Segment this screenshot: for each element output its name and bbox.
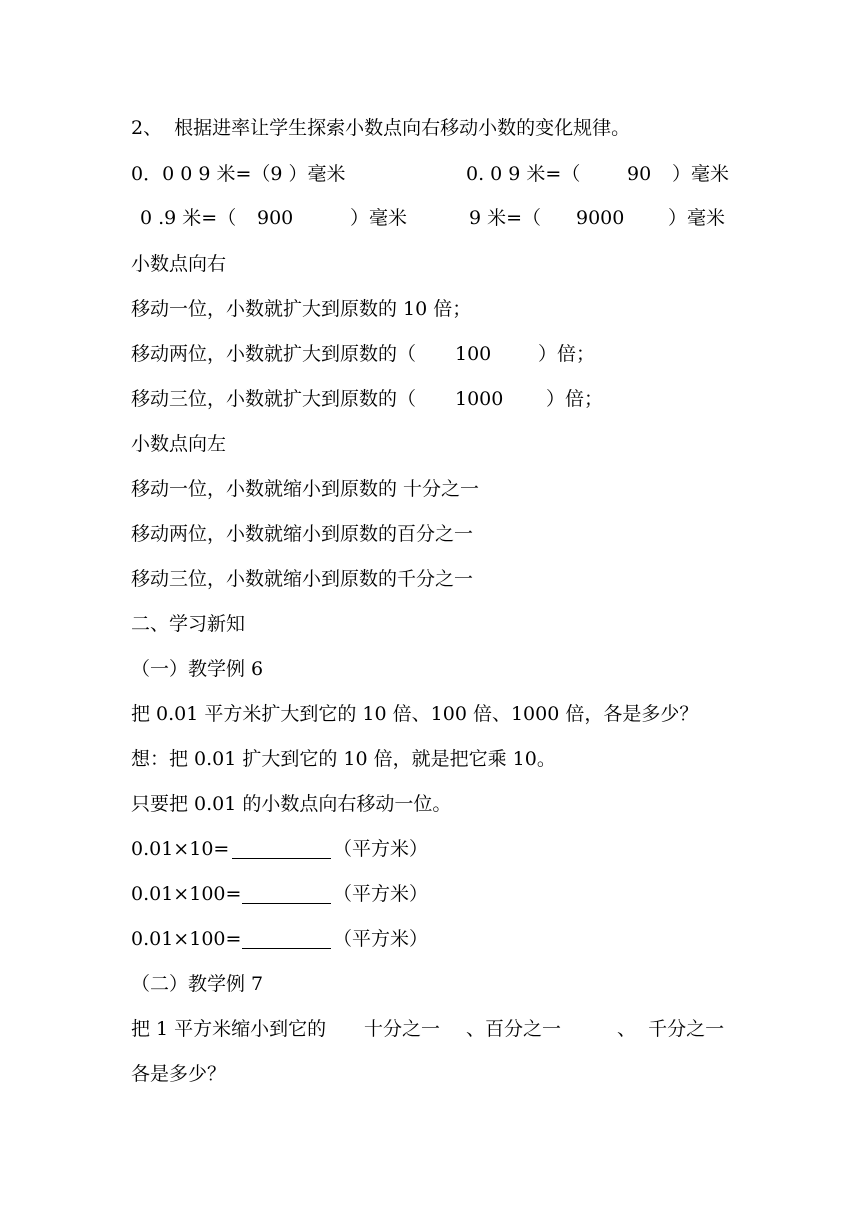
example-7-question-part1: 十分之一	[364, 1018, 441, 1040]
calc-2-unit: （平方米）	[333, 883, 429, 905]
example-6-think: 想：把 0.01 扩大到它的 10 倍，就是把它乘 10。	[131, 748, 556, 770]
decimal-right-two-prefix: 移动两位，小数就扩大到原数的（	[131, 343, 417, 365]
conversion-2-left-suffix: ）毫米	[350, 207, 408, 229]
example-7-question-prefix: 把 1 平方米缩小到它的	[131, 1018, 327, 1040]
decimal-right-three-prefix: 移动三位，小数就扩大到原数的（	[131, 388, 417, 410]
example-7-question-end: 各是多少？	[131, 1063, 227, 1085]
calc-1-unit: （平方米）	[333, 838, 429, 860]
decimal-right-heading: 小数点向右	[131, 253, 227, 275]
section-heading: 二、学习新知	[131, 613, 246, 635]
example-6-title: （一）教学例 6	[131, 658, 264, 680]
decimal-right-three-suffix: ）倍；	[546, 388, 604, 410]
conversion-2-left-answer: 900	[257, 207, 294, 229]
calc-1-expression: 0.01×10=	[131, 838, 230, 860]
conversion-1-right-prefix: 0. 0 9 米=（	[466, 163, 581, 185]
decimal-right-two-suffix: ）倍；	[538, 343, 596, 365]
decimal-right-two-answer: 100	[455, 343, 492, 365]
decimal-right-one: 移动一位，小数就扩大到原数的 10 倍；	[131, 298, 472, 320]
decimal-left-heading: 小数点向左	[131, 433, 227, 455]
calc-3-expression: 0.01×100=	[131, 928, 242, 950]
conversion-2-right-prefix: 9 米=（	[469, 207, 542, 229]
decimal-left-two: 移动两位，小数就缩小到原数的百分之一	[131, 523, 474, 545]
calc-2-blank[interactable]	[242, 885, 331, 904]
decimal-right-three-answer: 1000	[455, 388, 504, 410]
calc-3-blank[interactable]	[242, 930, 331, 949]
calc-1-blank[interactable]	[232, 840, 331, 859]
item-2-intro: 2、 根据进率让学生探索小数点向右移动小数的变化规律。	[131, 117, 631, 139]
calc-3-unit: （平方米）	[333, 928, 429, 950]
example-6-hint: 只要把 0.01 的小数点向右移动一位。	[131, 793, 452, 815]
example-6-question: 把 0.01 平方米扩大到它的 10 倍、100 倍、1000 倍，各是多少？	[131, 703, 699, 725]
example-7-title: （二）教学例 7	[131, 973, 264, 995]
conversion-1-right-suffix: ）毫米	[672, 163, 730, 185]
conversion-1-left: 0．0 0 9 米=（9 ）毫米	[131, 163, 346, 185]
conversion-2-right-suffix: ）毫米	[668, 207, 726, 229]
example-7-question-part3: 、 千分之一	[617, 1018, 725, 1040]
calc-2-expression: 0.01×100=	[131, 883, 242, 905]
conversion-2-left-prefix: 0 .9 米=（	[140, 207, 237, 229]
example-7-question-part2: 、百分之一	[466, 1018, 562, 1040]
decimal-left-three: 移动三位，小数就缩小到原数的千分之一	[131, 568, 474, 590]
decimal-left-one: 移动一位，小数就缩小到原数的 十分之一	[131, 478, 480, 500]
conversion-2-right-answer: 9000	[576, 207, 625, 229]
conversion-1-right-answer: 90	[627, 163, 652, 185]
